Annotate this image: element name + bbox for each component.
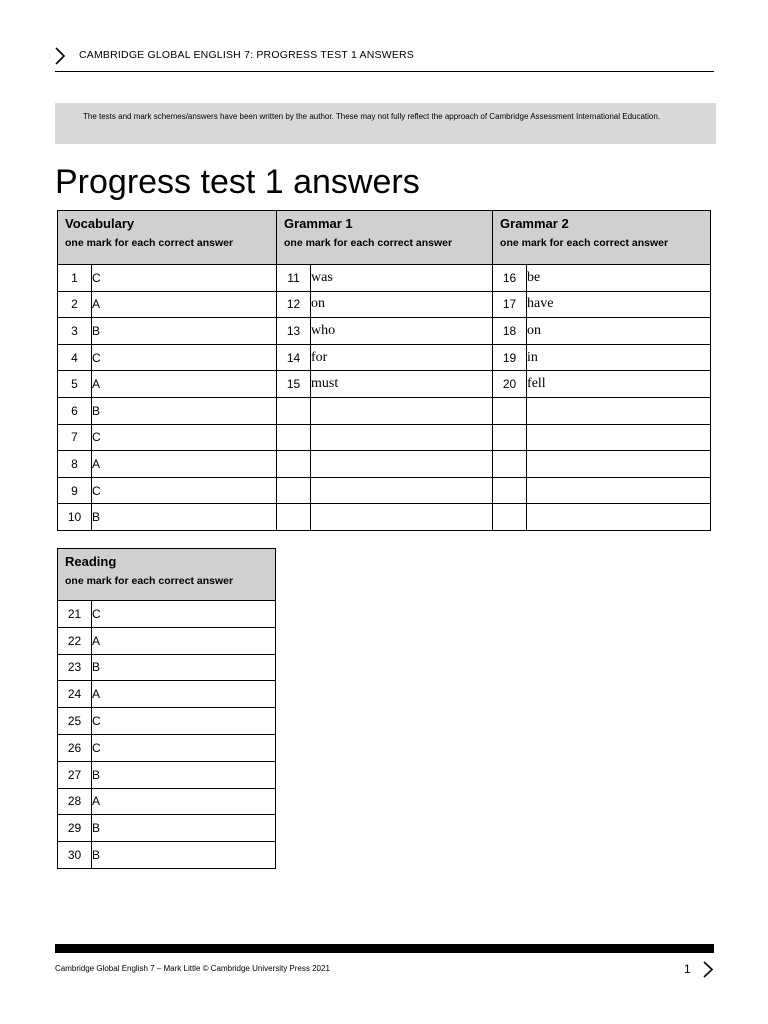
answer-value: fell [527,371,711,398]
section-name: Vocabulary [65,216,135,231]
answer-value: C [92,734,276,761]
question-number [493,424,527,451]
table-row [58,424,711,451]
question-number [277,504,311,531]
question-number: 30 [58,842,92,869]
section-subtitle: one mark for each correct answer [65,237,234,249]
table-row [58,318,711,345]
question-number [277,397,311,424]
question-number: 9 [58,477,92,504]
section-name: Reading [65,554,117,569]
table-row [58,761,276,788]
answer-value: must [311,371,493,398]
answer-value: be [527,265,711,292]
footer-credit: Cambridge Global English 7 – Mark Little © Cambridge University Press 2021 [55,964,330,973]
answer-value: have [527,291,711,318]
answer-value: for [311,344,493,371]
answer-value: in [527,344,711,371]
question-number [493,477,527,504]
chevron-right-icon [53,46,67,66]
question-number [277,477,311,504]
table-row [58,708,276,735]
answer-value: on [311,291,493,318]
question-number: 18 [493,318,527,345]
answer-value [311,397,493,424]
question-number: 19 [493,344,527,371]
table-row [58,344,711,371]
section-header-grammar-2 [493,211,711,265]
question-number: 21 [58,601,92,628]
answer-value: C [92,477,277,504]
question-number: 28 [58,788,92,815]
answer-value [527,424,711,451]
answer-value: B [92,318,277,345]
answer-value: B [92,761,276,788]
page-number: 1 [684,962,691,976]
answer-value [527,397,711,424]
table-row [58,842,276,869]
answer-value: B [92,842,276,869]
table-row [58,371,711,398]
section-header-grammar-1 [277,211,493,265]
table-row [58,654,276,681]
table-row [58,397,711,424]
answer-value [527,477,711,504]
question-number: 12 [277,291,311,318]
answer-value: C [92,265,277,292]
answer-value [311,424,493,451]
section-header-vocabulary [58,211,277,265]
question-number: 17 [493,291,527,318]
footer-bar [55,944,714,953]
question-number: 24 [58,681,92,708]
question-number: 26 [58,734,92,761]
answer-value: C [92,344,277,371]
question-number: 22 [58,627,92,654]
question-number: 4 [58,344,92,371]
answer-value [311,477,493,504]
answer-value [527,451,711,478]
question-number: 8 [58,451,92,478]
question-number: 29 [58,815,92,842]
section-header-reading [58,549,276,601]
section-subtitle: one mark for each correct answer [500,237,669,249]
header-rule [55,71,714,72]
question-number: 2 [58,291,92,318]
answer-value [311,451,493,478]
question-number: 11 [277,265,311,292]
answer-value: A [92,681,276,708]
table-row [58,815,276,842]
question-number: 25 [58,708,92,735]
table-row [58,788,276,815]
question-number [277,424,311,451]
question-number: 1 [58,265,92,292]
answer-value: B [92,397,277,424]
table-row [58,681,276,708]
table-row [58,477,711,504]
answer-value: A [92,627,276,654]
answer-value: C [92,424,277,451]
question-number: 6 [58,397,92,424]
section-subtitle: one mark for each correct answer [284,237,453,249]
answer-value [527,504,711,531]
question-number: 7 [58,424,92,451]
header-title: CAMBRIDGE GLOBAL ENGLISH 7: PROGRESS TEST 1 ANSWERS [79,49,415,61]
answer-value: was [311,265,493,292]
question-number: 23 [58,654,92,681]
question-number [493,451,527,478]
table-row [58,451,711,478]
question-number [277,451,311,478]
question-number: 27 [58,761,92,788]
answer-value: C [92,708,276,735]
answer-value: who [311,318,493,345]
reading-answers-table [57,548,276,869]
answer-value: C [92,601,276,628]
table-row [58,627,276,654]
answer-value: B [92,654,276,681]
answer-value: B [92,504,277,531]
table-row [58,265,711,292]
answer-value: on [527,318,711,345]
table-row [58,734,276,761]
question-number [493,504,527,531]
answer-value [311,504,493,531]
table-row [58,601,276,628]
answer-value: B [92,815,276,842]
chevron-right-icon [702,960,714,979]
section-subtitle: one mark for each correct answer [65,575,234,587]
question-number: 20 [493,371,527,398]
author-notice: The tests and mark schemes/answers have been written by the author. These may not fully reflect the approach of Cambridge Assessment International Education. [55,103,716,144]
answer-value: A [92,788,276,815]
answer-value: A [92,291,277,318]
question-number: 13 [277,318,311,345]
question-number: 15 [277,371,311,398]
question-number: 14 [277,344,311,371]
table-row [58,291,711,318]
answer-value: A [92,371,277,398]
page-title: Progress test 1 answers [55,163,420,201]
question-number: 16 [493,265,527,292]
section-name: Grammar 1 [284,216,353,231]
answers-table [57,210,711,531]
section-name: Grammar 2 [500,216,569,231]
table-row [58,504,711,531]
answer-value: A [92,451,277,478]
question-number [493,397,527,424]
question-number: 3 [58,318,92,345]
question-number: 10 [58,504,92,531]
question-number: 5 [58,371,92,398]
